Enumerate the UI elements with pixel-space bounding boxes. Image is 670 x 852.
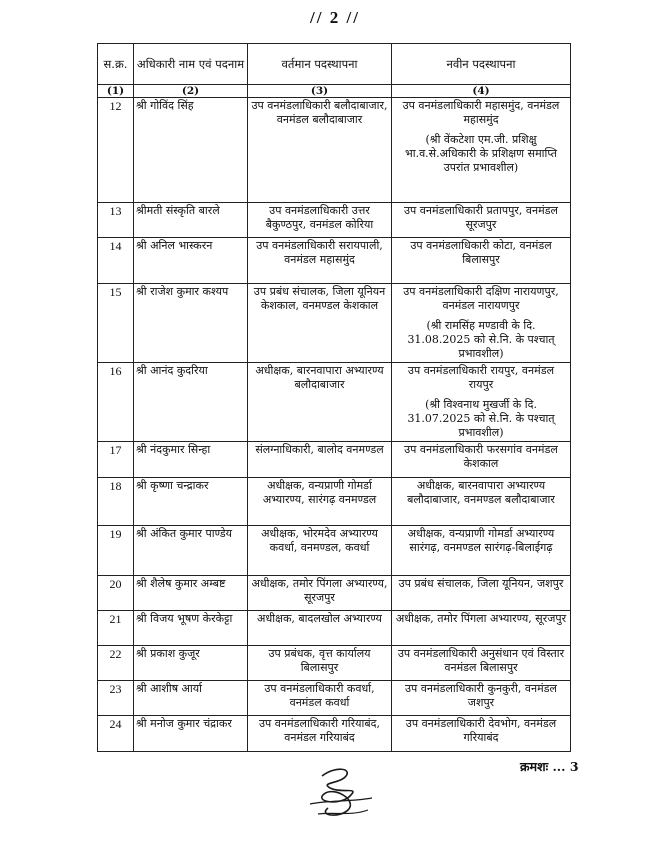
signature-icon [300, 764, 380, 826]
serial-number: 12 [98, 98, 134, 203]
new-posting-cell [392, 442, 571, 478]
current-posting: अधीक्षक, बारनवापारा अभ्यारण्य बलौदाबाजार [248, 363, 392, 442]
serial-number: 24 [98, 716, 134, 752]
current-posting: उप वनमंडलाधिकारी गरियाबंद, वनमंडल गरियाबंद [248, 716, 392, 752]
column-number-row [98, 85, 571, 98]
new-posting: उप वनमंडलाधिकारी प्रतापपुर, वनमंडल सूरजपुर [403, 204, 559, 231]
table-row [98, 681, 571, 716]
new-posting-cell [392, 98, 571, 203]
table-row [98, 646, 571, 681]
new-posting-cell [392, 611, 571, 646]
new-posting: अधीक्षक, तमोर पिंगला अभ्यारण्य, सूरजपुर [395, 612, 567, 625]
table-row [98, 203, 571, 238]
table-row [98, 238, 571, 284]
column-number: (2) [134, 85, 248, 98]
table-row [98, 284, 571, 363]
new-posting-cell [392, 576, 571, 611]
serial-number: 18 [98, 478, 134, 526]
current-posting: उप वनमंडलाधिकारी उत्तर बैकुण्ठपुर, वनमंडल कोरिया [248, 203, 392, 238]
table-row [98, 442, 571, 478]
posting-note: (श्री विश्वनाथ मुखर्जी के दि. 31.07.2025 को से.नि. के पश्चात् प्रभावशील) [407, 398, 555, 439]
new-posting: उप वनमंडलाधिकारी रायपुर, वनमंडल रायपुर [407, 364, 555, 391]
officer-name: श्री आनंद कुदरिया [134, 363, 248, 442]
current-posting: अधीक्षक, बादलखोल अभ्यारण्य [248, 611, 392, 646]
column-number: (3) [248, 85, 392, 98]
officer-name: श्री अंकित कुमार पाण्डेय [134, 526, 248, 576]
new-posting-cell [392, 238, 571, 284]
new-posting: उप वनमंडलाधिकारी कुनकुरी, वनमंडल जशपुर [404, 682, 557, 709]
officer-name: श्री गोविंद सिंह [134, 98, 248, 203]
new-posting: उप वनमंडलाधिकारी अनुसंधान एवं विस्तार वनमंडल बिलासपुर [397, 647, 565, 674]
officer-name: श्री कृष्णा चन्द्राकर [134, 478, 248, 526]
serial-number: 21 [98, 611, 134, 646]
table-row [98, 363, 571, 442]
current-posting: उप वनमंडलाधिकारी सरायपाली, वनमंडल महासमुंद [248, 238, 392, 284]
new-posting: उप वनमंडलाधिकारी कोटा, वनमंडल बिलासपुर [410, 239, 552, 266]
serial-number: 13 [98, 203, 134, 238]
serial-number: 20 [98, 576, 134, 611]
new-posting-cell [392, 716, 571, 752]
new-posting: उप वनमंडलाधिकारी दक्षिण नारायणपुर, वनमंडल नारायणपुर [403, 285, 559, 312]
column-number: (1) [98, 85, 134, 98]
header-current-posting: वर्तमान पदस्थापना [248, 44, 392, 85]
new-posting: उप वनमंडलाधिकारी महासमुंद, वनमंडल महासमुंद [402, 99, 560, 126]
new-posting: उप वनमंडलाधिकारी फरसगांव वनमंडल केशकाल [404, 443, 558, 470]
officer-name: श्री विजय भूषण केरकेट्टा [134, 611, 248, 646]
serial-number: 23 [98, 681, 134, 716]
page-number: // 2 // [310, 8, 360, 27]
table-row [98, 716, 571, 752]
header-row [98, 44, 571, 85]
column-number: (4) [392, 85, 571, 98]
current-posting: उप प्रबंध संचालक, जिला यूनियन केशकाल, वनमण्डल केशकाल [248, 284, 392, 363]
table-row [98, 576, 571, 611]
serial-number: 22 [98, 646, 134, 681]
new-posting-cell [392, 646, 571, 681]
new-posting: उप वनमंडलाधिकारी देवभोग, वनमंडल गरियाबंद [405, 717, 557, 744]
continued-marker: क्रमशः ... 3 [520, 759, 579, 774]
posting-note: (श्री वेंकटेशा एम.जी. प्रशिक्षु भा.व.से.अधिकारी के प्रशिक्षण समाप्ति उपरांत प्रभावशील) [404, 133, 558, 174]
new-posting: अधीक्षक, वन्यप्राणी गोमर्डा अभ्यारण्य सारंगढ़, वनमण्डल सारंगढ़-बिलाईगढ़ [407, 527, 555, 554]
new-posting: अधीक्षक, बारनवापारा अभ्यारण्य बलौदाबाजार, वनमण्डल बलौदाबाजार [407, 479, 555, 506]
new-posting-cell [392, 363, 571, 442]
new-posting-cell [392, 203, 571, 238]
new-posting-cell [392, 681, 571, 716]
officer-name: श्री प्रकाश कुजूर [134, 646, 248, 681]
table-row [98, 478, 571, 526]
table-row [98, 611, 571, 646]
serial-number: 17 [98, 442, 134, 478]
officer-name: श्री अनिल भास्करन [134, 238, 248, 284]
serial-number: 14 [98, 238, 134, 284]
header-sno: स.क्र. [98, 44, 134, 85]
header-new-posting: नवीन पदस्थापना [392, 44, 571, 85]
current-posting: उप प्रबंधक, वृत्त कार्यालय बिलासपुर [248, 646, 392, 681]
officer-name: श्री राजेश कुमार कश्यप [134, 284, 248, 363]
transfer-table [97, 43, 571, 752]
officer-name: श्री नंदकुमार सिन्हा [134, 442, 248, 478]
officer-name: श्रीमती संस्कृति बारले [134, 203, 248, 238]
officer-name: श्री मनोज कुमार चंद्राकर [134, 716, 248, 752]
officer-name: श्री आशीष आर्या [134, 681, 248, 716]
new-posting-cell [392, 284, 571, 363]
current-posting: उप वनमंडलाधिकारी बलौदाबाजार, वनमंडल बलौदाबाजार [248, 98, 392, 203]
serial-number: 15 [98, 284, 134, 363]
current-posting: अधीक्षक, वन्यप्राणी गोमर्डा अभ्यारण्य, सारंगढ़ वनमण्डल [248, 478, 392, 526]
new-posting-cell [392, 526, 571, 576]
posting-note: (श्री रामसिंह मण्डावी के दि. 31.08.2025 को से.नि. के पश्चात् प्रभावशील) [407, 319, 555, 360]
current-posting: उप वनमंडलाधिकारी कवर्धा, वनमंडल कवर्धा [248, 681, 392, 716]
table-row [98, 98, 571, 203]
serial-number: 16 [98, 363, 134, 442]
serial-number: 19 [98, 526, 134, 576]
new-posting: उप प्रबंध संचालक, जिला यूनियन, जशपुर [398, 577, 564, 590]
header-officer: अधिकारी नाम एवं पदनाम [134, 44, 248, 85]
current-posting: अधीक्षक, तमोर पिंगला अभ्यारण्य, सूरजपुर [248, 576, 392, 611]
table-row [98, 526, 571, 576]
new-posting-cell [392, 478, 571, 526]
current-posting: अधीक्षक, भोरमदेव अभ्यारण्य कवर्धा, वनमण्डल, कवर्धा [248, 526, 392, 576]
current-posting: संलग्नाधिकारी, बालोद वनमण्डल [248, 442, 392, 478]
officer-name: श्री शैलेष कुमार अम्बष्ट [134, 576, 248, 611]
